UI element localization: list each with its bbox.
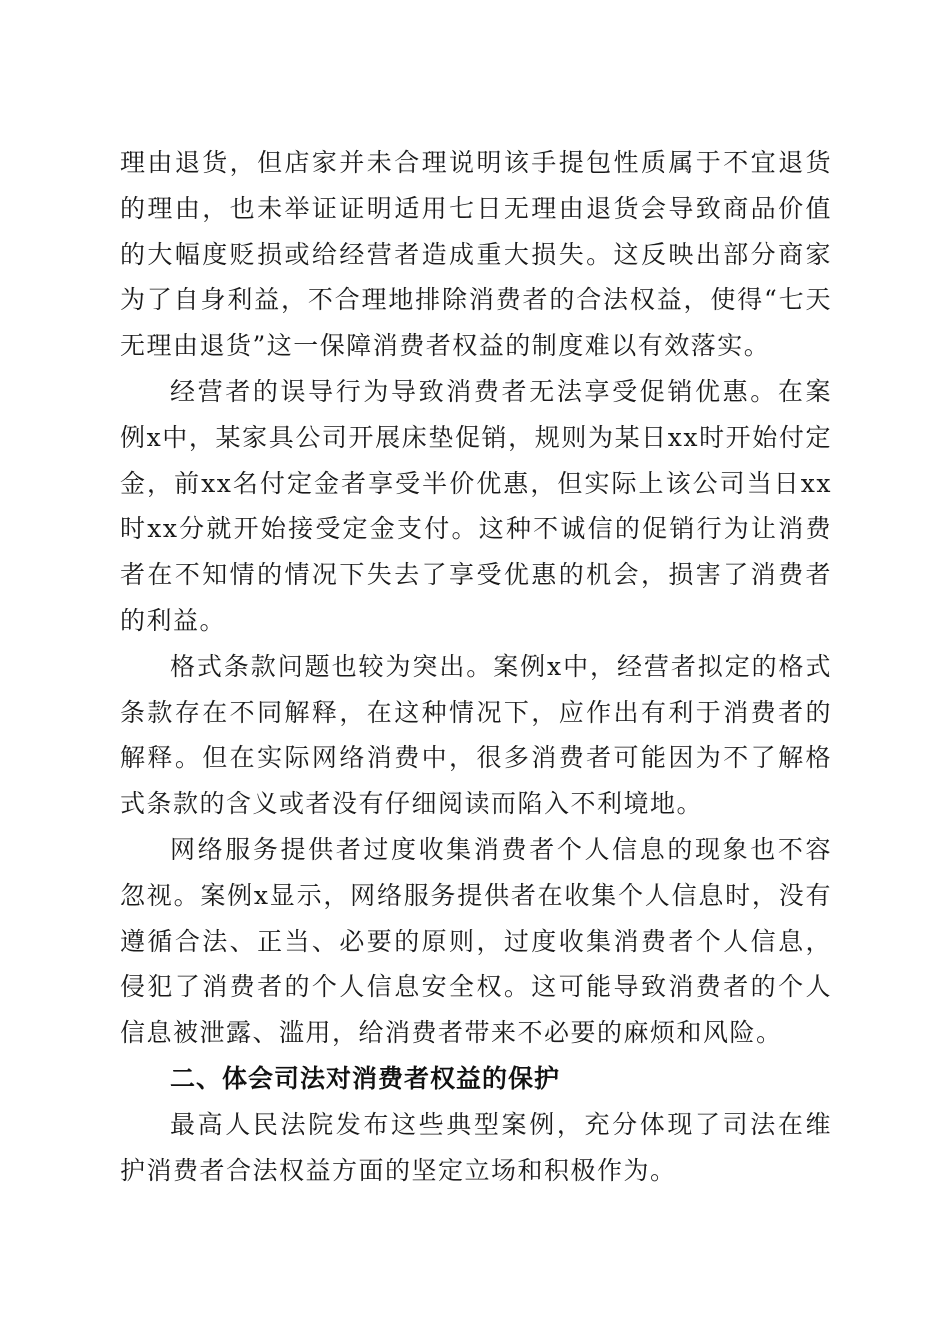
document-body xyxy=(120,140,832,1193)
section-heading: 二、体会司法对消费者权益的保护 xyxy=(170,1063,561,1093)
paragraph-continuation: 理由退货，但店家并未合理说明该手提包性质属于不宜退货的理由，也未举证证明适用七日无理由退货会导致商品价值的大幅度贬损或给经营者造成重大损失。这反映出部分商家为了自身利益，不合理地排除消费者的合法权益，使得“七天无理由退货”这一保障消费者权益的制度难以有效落实。 xyxy=(120,148,832,361)
paragraph-misleading-promotion: 经营者的误导行为导致消费者无法享受促销优惠。在案例x中，某家具公司开展床垫促销，规则为某日xx时开始付定金，前xx名付定金者享受半价优惠，但实际上该公司当日xx时xx分就开始接受定金支付。这种不诚信的促销行为让消费者在不知情的情况下失去了享受优惠的机会，损害了消费者的利益。 xyxy=(120,376,832,635)
paragraph-standard-terms: 格式条款问题也较为突出。案例x中，经营者拟定的格式条款存在不同解释，在这种情况下，应作出有利于消费者的解释。但在实际网络消费中，很多消费者可能因为不了解格式条款的含义或者没有仔细阅读而陷入不利境地。 xyxy=(120,651,832,819)
paragraph-judicial-protection: 最高人民法院发布这些典型案例，充分体现了司法在维护消费者合法权益方面的坚定立场和积极作为。 xyxy=(120,1109,832,1185)
paragraph-personal-info: 网络服务提供者过度收集消费者个人信息的现象也不容忽视。案例x显示，网络服务提供者在收集个人信息时，没有遵循合法、正当、必要的原则，过度收集消费者个人信息，侵犯了消费者的个人信息安全权。这可能导致消费者的个人信息被泄露、滥用，给消费者带来不必要的麻烦和风险。 xyxy=(120,834,832,1048)
